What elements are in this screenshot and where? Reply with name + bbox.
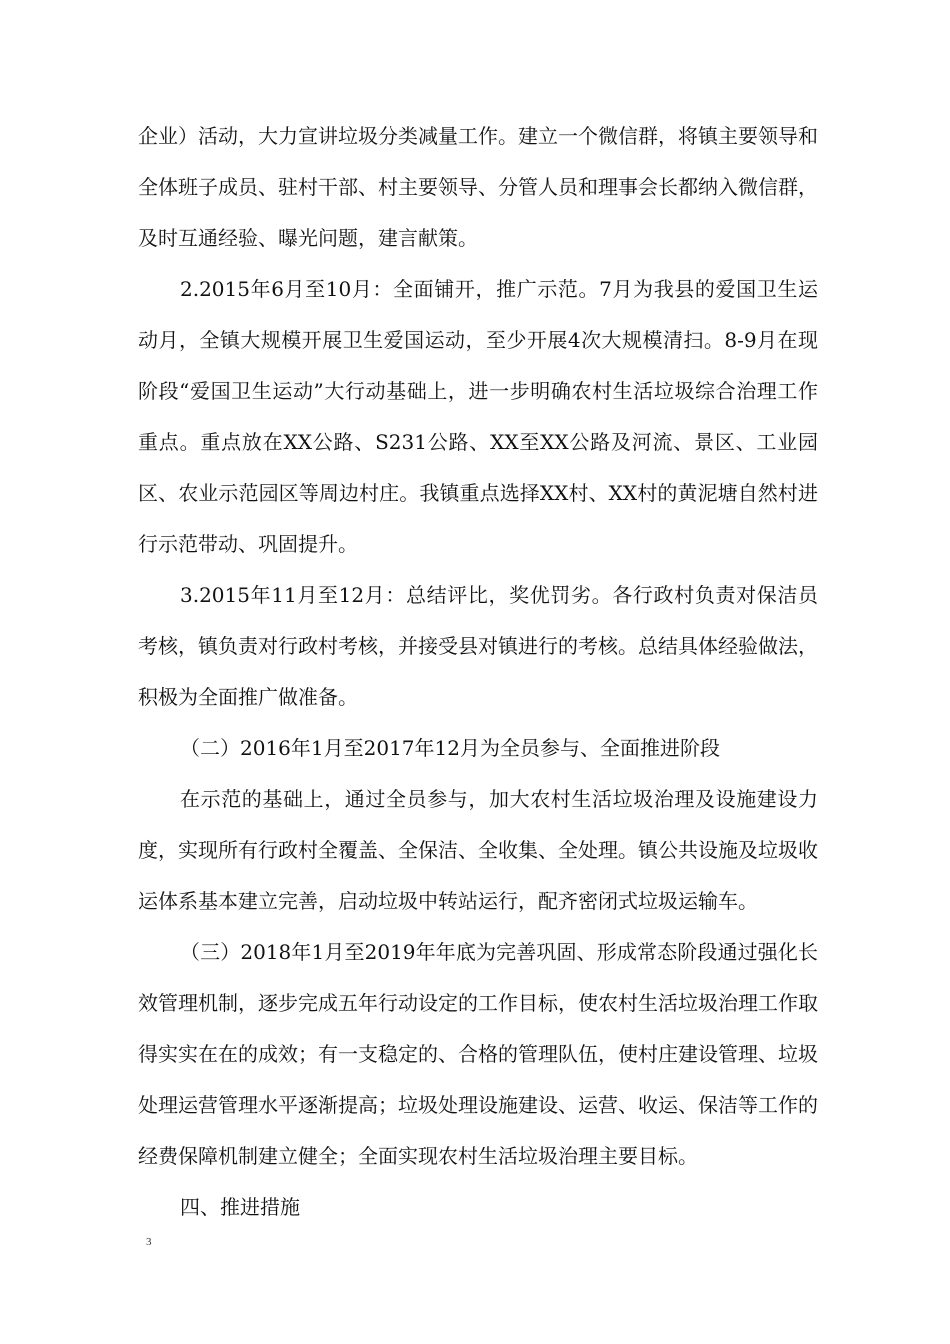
paragraph-phase-3: 3.2015年11月至12月：总结评比，奖优罚劣。各行政村负责对保洁员考核，镇负责对行政村考核，并接受县对镇进行的考核。总结具体经验做法，积极为全面推广做准备。 [138,583,818,709]
document-body [138,111,818,1233]
paragraph-continuation: 企业）活动，大力宣讲垃圾分类减量工作。建立一个微信群，将镇主要领导和全体班子成员、驻村干部、村主要领导、分管人员和理事会长都纳入微信群，及时互通经验、曝光问题，建言献策。 [138,124,818,250]
section-heading-measures: 四、推进措施 [180,1195,300,1219]
paragraph-stage-2-body: 在示范的基础上，通过全员参与，加大农村生活垃圾治理及设施建设力度，实现所有行政村全覆盖、全保洁、全收集、全处理。镇公共设施及垃圾收运体系基本建立完善，启动垃圾中转站运行，配齐密闭式垃圾运输车。 [138,787,818,913]
section-heading-3: （三）2018年1月至2019年年底为完善巩固、形成常态阶段通过强化长效管理机制，逐步完成五年行动设定的工作目标，使农村生活垃圾治理工作取得实实在在的成效；有一支稳定的、合格的管理队伍，使村庄建设管理、垃圾处理运营管理水平逐渐提高；垃圾处理设施建设、运营、收运、保洁等工作的经费保障机制建立健全；全面实现农村生活垃圾治理主要目标。 [138,940,818,1168]
page-number: 3 [146,1236,152,1248]
paragraph-phase-2: 2.2015年6月至10月：全面铺开，推广示范。7月为我县的爱国卫生运动月，全镇大规模开展卫生爱国运动，至少开展4次大规模清扫。8-9月在现阶段“爱国卫生运动”大行动基础上，进一步明确农村生活垃圾综合治理工作重点。重点放在XX公路、S231公路、XX至XX公路及河流、景区、工业园区、农业示范园区等周边村庄。我镇重点选择XX村、XX村的黄泥塘自然村进行示范带动、巩固提升。 [138,277,818,556]
section-heading-2: （二）2016年1月至2017年12月为全员参与、全面推进阶段 [180,736,720,760]
